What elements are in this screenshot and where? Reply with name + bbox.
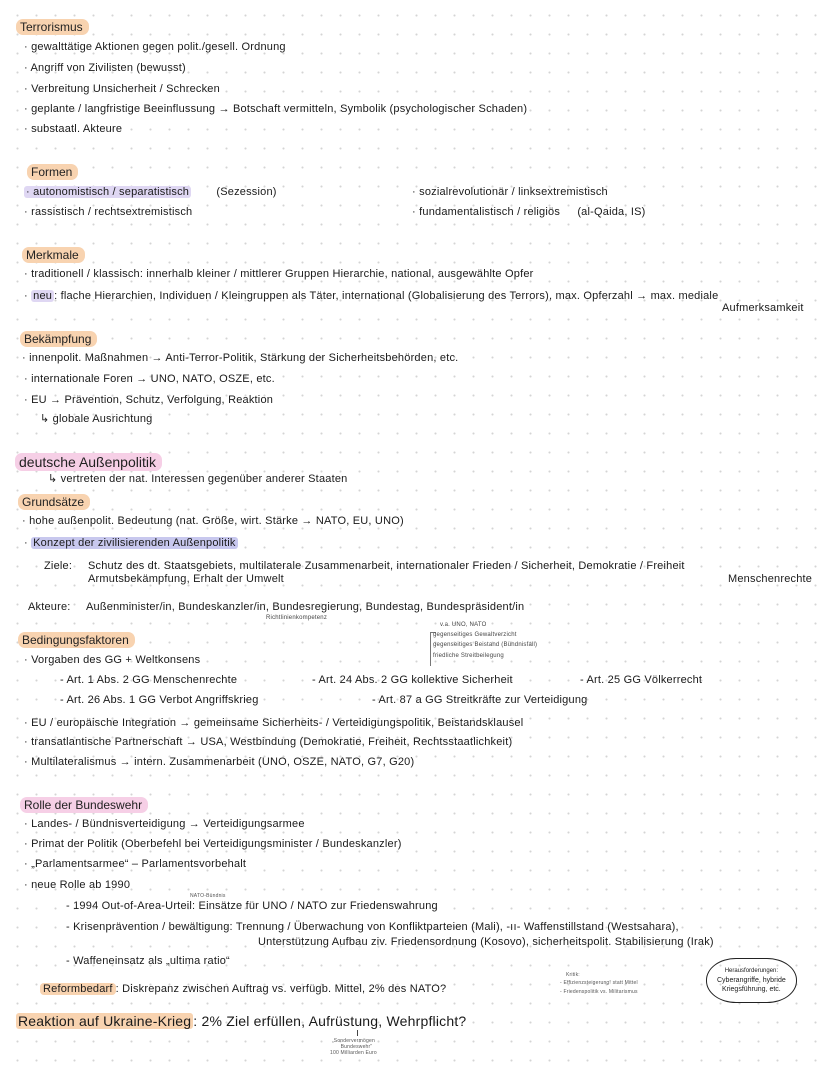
sub-item: - Krisenprävention / bewältigung: Trennung / Überwachung von Konfliktparteien (Mali), -ıı- Waffenstillstand (Westsahara), xyxy=(66,921,679,933)
connector-line xyxy=(357,1030,358,1036)
form-autonomistisch: · autonomistisch / separatistisch xyxy=(26,186,190,198)
article-item: - Art. 26 Abs. 1 GG Verbot Angriffskrieg xyxy=(60,694,259,706)
list-item: · EU / europäische Integration → gemeinsame Sicherheits- / Verteidigungspolitik, Beistandsklausel xyxy=(24,717,524,729)
list-item xyxy=(24,186,277,199)
ukraine-note: „Sondervermögen Bundeswehr“ 100 Milliarden Euro xyxy=(330,1038,377,1056)
reform-line: Reformbedarf : Diskrepanz zwischen Auftrag vs. verfügb. Mittel, 2% des NATO? xyxy=(40,983,446,996)
kritik-line: - Effizienzsteigerung! statt Mittel xyxy=(560,980,638,986)
list-item: · hohe außenpolit. Bedeutung (nat. Größe, wirt. Stärke → NATO, EU, UNO) xyxy=(22,515,404,527)
list-item: · Multilateralismus → intern. Zusammenarbeit (UNO, OSZE, NATO, G7, G20) xyxy=(24,756,415,768)
heading-bundeswehr: Rolle der Bundeswehr xyxy=(20,797,148,813)
annotation-line: gegenseitiges Beistand (Bündnisfall) xyxy=(433,642,538,648)
sub-item-cont: Unterstützung Aufbau ziv. Friedensordnung (Kosovo), sicherheitspolit. Stabilisierung (Irak) xyxy=(258,936,714,948)
list-item-cont: Aufmerksamkeit xyxy=(722,302,804,314)
annotation-line: friedliche Streitbeilegung xyxy=(433,653,504,659)
heading-grundsaetze: Grundsätze xyxy=(18,494,90,510)
heading-bedingungsfaktoren: Bedingungsfaktoren xyxy=(18,632,135,648)
form-note: (al-Qaida, IS) xyxy=(577,206,646,218)
cloud-line: Kriegsführung, etc. xyxy=(721,986,781,993)
ziele-text-cont: Armutsbekämpfung, Erhalt der Umwelt xyxy=(88,573,284,585)
kritik-label: Kritik: xyxy=(566,972,580,978)
heading-aussenpolitik: deutsche Außenpolitik xyxy=(15,453,162,471)
form-religioes: · fundamentalistisch / religiös xyxy=(412,206,561,218)
list-item: · neu : flache Hierarchien, Individuen / Kleingruppen als Täter, international (Globalisierung des Terrors), max. Opferzahl → max. mediale xyxy=(24,290,719,302)
heading-terrorismus: Terrorismus xyxy=(16,19,89,35)
herausforderungen-cloud xyxy=(706,958,797,1003)
ziele-text: Schutz des dt. Staatsgebiets, multilaterale Zusammenarbeit, internationaler Frieden / Sicherheit, Demokratie / Freiheit xyxy=(88,560,685,572)
merkmal-label: neu xyxy=(33,290,53,302)
konzept-highlight: Konzept der zivilisierenden Außenpolitik xyxy=(33,537,236,549)
ziele-label: Ziele: xyxy=(44,560,73,572)
ukraine-line: Reaktion auf Ukraine-Krieg : 2% Ziel erfüllen, Aufrüstung, Wehrpflicht? xyxy=(18,1013,467,1029)
akteure-note: Richtlinienkompetenz xyxy=(266,615,328,621)
article-item: - Art. 87 a GG Streitkräfte zur Verteidigung xyxy=(372,694,588,706)
list-item: · geplante / langfristige Beeinflussung → Botschaft vermitteln, Symbolik (psychologischer Schaden) xyxy=(24,103,528,115)
list-item: · „Parlamentsarmee“ – Parlamentsvorbehalt xyxy=(24,858,247,870)
article-item: - Art. 24 Abs. 2 GG kollektive Sicherheit xyxy=(312,674,513,686)
form-note: (Sezession) xyxy=(216,186,277,198)
cloud-line: Cyberangriffe, hybride xyxy=(717,977,786,984)
list-item: · internationale Foren → UNO, NATO, OSZE, etc. xyxy=(24,373,275,385)
list-item: · innenpolit. Maßnahmen → Anti-Terror-Politik, Stärkung der Sicherheitsbehörden, etc. xyxy=(22,352,459,364)
list-item-sub: ↳ globale Ausrichtung xyxy=(40,413,153,425)
list-item: · Angriff von Zivilisten (bewusst) xyxy=(24,62,186,74)
heading-ukraine: Reaktion auf Ukraine-Krieg xyxy=(18,1013,192,1029)
annotation-title: v.a. UNO, NATO xyxy=(440,622,487,628)
akteure-text: Außenminister/in, Bundeskanzler/in, Bundesregierung, Bundestag, Bundespräsident/in xyxy=(86,601,525,613)
article-item: - Art. 25 GG Völkerrecht xyxy=(580,674,703,686)
list-item: · EU → Prävention, Schutz, Verfolgung, Reaktion xyxy=(24,394,274,406)
definition: ↳ vertreten der nat. Interessen gegenüber anderer Staaten xyxy=(48,473,348,485)
list-item: · Konzept der zivilisierenden Außenpolitik xyxy=(24,537,236,549)
article-item: - Art. 1 Abs. 2 GG Menschenrechte xyxy=(60,674,238,686)
akteure-label: Akteure: xyxy=(28,601,71,613)
sub-note: NATO-Bündnis xyxy=(190,893,226,899)
list-item: · substaatl. Akteure xyxy=(24,123,123,135)
cloud-title: Herausforderungen: xyxy=(724,968,779,974)
annotation-line: gegenseitiges Gewaltverzicht xyxy=(433,632,517,638)
sub-item: - Waffeneinsatz als „ultima ratio“ xyxy=(66,955,230,967)
ziele-text-right: Menschenrechte xyxy=(728,573,813,585)
list-item: · Primat der Politik (Oberbefehl bei Verteidigungsminister / Bundeskanzler) xyxy=(24,838,402,850)
list-item xyxy=(412,206,646,219)
list-item: · rassistisch / rechtsextremistisch xyxy=(24,206,193,218)
reform-label: Reformbedarf xyxy=(40,983,116,995)
sub-item: - 1994 Out-of-Area-Urteil: Einsätze für UNO / NATO zur Friedenswahrung xyxy=(66,900,438,912)
merkmal-label: traditionell / klassisch xyxy=(31,268,140,280)
list-item: · Landes- / Bündnisverteidigung → Verteidigungsarmee xyxy=(24,818,305,830)
heading-merkmale: Merkmale xyxy=(22,247,85,263)
list-item: · sozialrevolutionär / linksextremistisch xyxy=(412,186,608,198)
kritik-line: - Friedenspolitik vs. Militarismus xyxy=(560,989,638,995)
list-item: · Vorgaben des GG + Weltkonsens xyxy=(24,654,201,666)
list-item: · neue Rolle ab 1990 xyxy=(24,879,131,891)
heading-formen: Formen xyxy=(27,164,78,180)
list-item: · Verbreitung Unsicherheit / Schrecken xyxy=(24,83,220,95)
heading-bekaempfung: Bekämpfung xyxy=(20,331,97,347)
list-item: · traditionell / klassisch: innerhalb kleiner / mittlerer Gruppen Hierarchie, national, ausgewählte Opfer xyxy=(24,268,534,280)
list-item: · transatlantische Partnerschaft → USA, Westbindung (Demokratie, Freiheit, Rechtsstaatlichkeit) xyxy=(24,736,513,748)
list-item: · gewalttätige Aktionen gegen polit./gesell. Ordnung xyxy=(24,41,286,53)
